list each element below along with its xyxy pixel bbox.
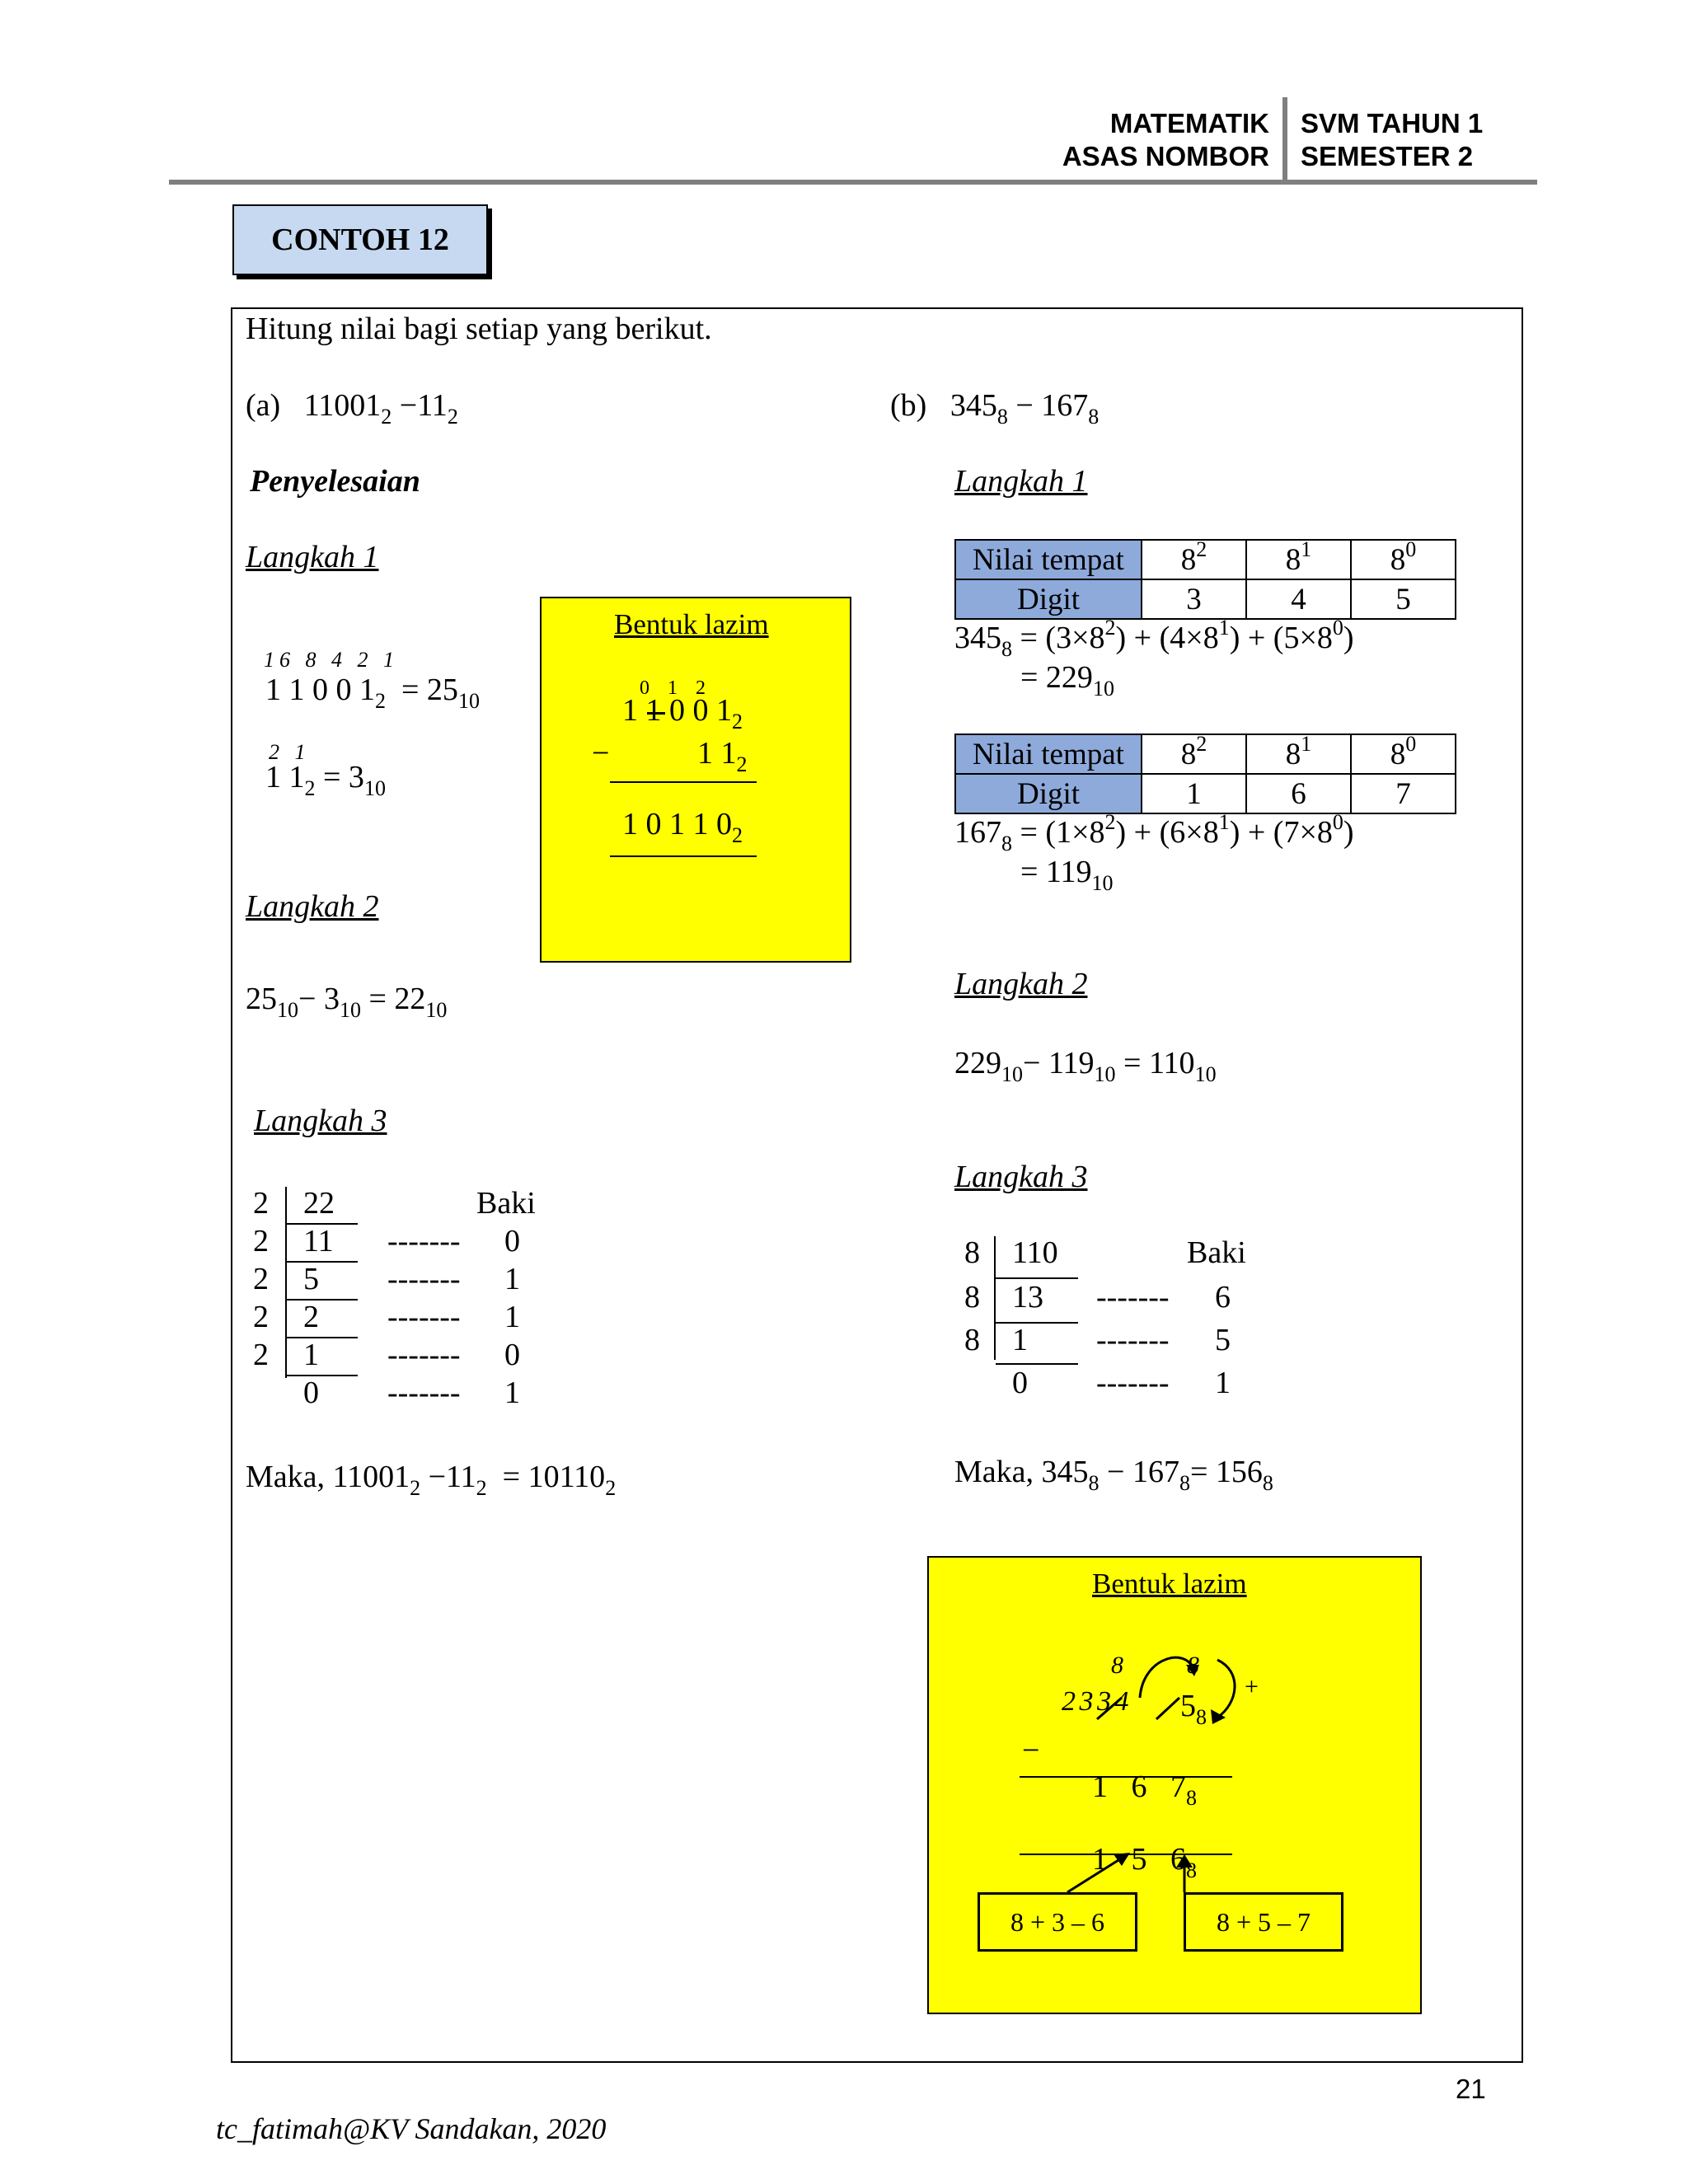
b-expansion-2-result: = $119_{10}$ [1020, 855, 1114, 895]
a-rule-2 [610, 855, 757, 857]
header-topic: ASAS NOMBOR [1062, 141, 1269, 171]
a-conversion2: 1 $1_2 = 3_{10}$ [265, 760, 386, 800]
digit-cell: 7 [1351, 774, 1456, 813]
digit-cell: 6 [1246, 774, 1351, 813]
b-div-divisor: 8 [964, 1280, 980, 1315]
b-calc-box-1: 8 + 3 – 6 [978, 1892, 1137, 1952]
b-div-remainder: 5 [1215, 1323, 1231, 1357]
b-borrow-2: 8 [1187, 1652, 1199, 1679]
solution-label: Penyelesaian [250, 464, 420, 499]
part-a-question: (a) $11001_2 -11_2$ [246, 388, 458, 429]
a-div-quotient: 1 [303, 1338, 319, 1372]
b-plus-sign: + [1245, 1673, 1259, 1700]
header-course: SVM TAHUN 1 [1301, 108, 1484, 138]
a-div-quotient: 5 [303, 1262, 319, 1296]
b-expansion-1: $345_8 = (3\times 8^2) + (4\times 8^1) + (5\times 8^0)$ [954, 616, 1354, 661]
a-div-vline [285, 1187, 287, 1378]
a-div-hline-2 [287, 1261, 358, 1263]
a-step2-eq: $25_{10}- 3_{10} = 22_{10}$ [246, 982, 448, 1022]
a-bentuk-title: Bentuk lazim [614, 608, 769, 640]
header-left [956, 107, 1269, 173]
place-value-cell: $8^0$ [1351, 540, 1456, 579]
digit-cell: 4 [1246, 579, 1351, 619]
place-value-cell: $8^1$ [1246, 540, 1351, 579]
table-row [955, 579, 1456, 619]
row-label: Nilai tempat [955, 540, 1142, 579]
a-weights1: 16 8 4 2 1 [264, 648, 399, 672]
b-place-value-table-2 [954, 733, 1456, 814]
b-minus-sign: − [1022, 1733, 1040, 1768]
a-minus-sign: − [592, 736, 610, 771]
a-bentuk-lazim-box [540, 597, 851, 963]
b-top-last-digit: $5_8$ [1180, 1689, 1207, 1729]
header-subject: MATEMATIK [1109, 108, 1269, 138]
header-semester: SEMESTER 2 [1301, 141, 1474, 171]
footer-credit: tc_fatimah@KV Sandakan, 2020 [216, 2112, 607, 2145]
b-step2-eq: $229_{10}- 119_{10} = 110_{10}$ [954, 1046, 1217, 1086]
place-value-cell: $8^0$ [1351, 734, 1456, 774]
b-calc-box-2: 8 + 5 – 7 [1184, 1892, 1343, 1952]
b-div-divisor: 8 [964, 1235, 980, 1270]
b-step3-title: Langkah 3 [954, 1160, 1088, 1194]
b-div-remainder: 6 [1215, 1280, 1231, 1315]
b-place-value-table-1 [954, 539, 1456, 620]
a-div-quotient: 2 [303, 1300, 319, 1334]
a-weights2: 2 1 [269, 740, 311, 764]
a-div-remainder: 0 [504, 1224, 520, 1258]
b-result-number: 1 5 $6_8$ [1092, 1842, 1197, 1882]
a-div-divisor: 2 [253, 1224, 269, 1258]
table-row [955, 540, 1456, 579]
a-div-remainder: 1 [504, 1262, 520, 1296]
b-div-dash: ------- [1096, 1366, 1170, 1400]
a-conclusion: Maka, $11001_2 -11_2 = 10110_2$ [246, 1460, 617, 1500]
b-div-quotient: 110 [1012, 1235, 1058, 1270]
place-value-cell: $8^1$ [1246, 734, 1351, 774]
row-label: Nilai tempat [955, 734, 1142, 774]
b-div-hline-3 [996, 1363, 1078, 1365]
b-div-quotient: 0 [1012, 1366, 1028, 1400]
header-right [1301, 107, 1483, 173]
a-step3-title: Langkah 3 [254, 1104, 387, 1138]
row-label: Digit [955, 774, 1142, 813]
a-div-quotient: 22 [303, 1186, 335, 1221]
b-borrow-1: 8 [1111, 1652, 1123, 1679]
example-title-box [232, 204, 488, 275]
digit-cell: 5 [1351, 579, 1456, 619]
part-b-question: (b) $345_8 - 167_8$ [890, 388, 1100, 429]
carry-arc-arrow [1217, 1660, 1235, 1718]
row-label: Digit [955, 579, 1142, 619]
a-step2-title: Langkah 2 [246, 889, 379, 924]
a-div-divisor: 2 [253, 1186, 269, 1221]
a-div-quotient: 11 [303, 1224, 334, 1258]
b-div-divisor: 8 [964, 1323, 980, 1357]
table-row [955, 774, 1456, 813]
b-expansion-2: $167_8 = (1\times 8^2) + (6\times 8^1) + (7\times 8^0)$ [954, 810, 1354, 855]
header-rule [169, 180, 1537, 185]
place-value-cell: $8^2$ [1142, 540, 1246, 579]
b-div-vline [994, 1236, 996, 1360]
a-result-number: 1 0 1 1 $0_2$ [622, 807, 743, 847]
a-strike [647, 712, 665, 715]
digit-cell: 3 [1142, 579, 1246, 619]
b-div-hline-2 [996, 1322, 1078, 1324]
a-div-divisor: 2 [253, 1338, 269, 1372]
table-row [955, 734, 1456, 774]
b-crossed-digits: 2 3 3 4 [1062, 1686, 1128, 1717]
a-top-number: 1 1 0 0 $1_2$ [622, 693, 743, 733]
a-baki-label: Baki [476, 1186, 536, 1221]
a-div-dash: ------- [387, 1262, 461, 1296]
a-div-hline-4 [287, 1337, 358, 1338]
b-div-dash: ------- [1096, 1280, 1170, 1315]
example-title: CONTOH 12 [271, 223, 449, 257]
b-step1-title: Langkah 1 [954, 464, 1088, 499]
b-div-dash: ------- [1096, 1323, 1170, 1357]
a-div-divisor: 2 [253, 1262, 269, 1296]
b-div-remainder: 1 [1215, 1366, 1231, 1400]
a-div-dash: ------- [387, 1376, 461, 1410]
b-expansion-1-result: = $229_{10}$ [1020, 660, 1114, 701]
b-baki-label: Baki [1187, 1235, 1246, 1270]
a-div-remainder: 1 [504, 1376, 520, 1410]
b-div-quotient: 13 [1012, 1280, 1043, 1315]
place-value-cell: $8^2$ [1142, 734, 1246, 774]
a-step1-title: Langkah 1 [246, 540, 379, 574]
strike-line-2 [1156, 1698, 1179, 1719]
a-div-divisor: 2 [253, 1300, 269, 1334]
a-bottom-number: 1 $1_2$ [697, 736, 748, 776]
a-div-dash: ------- [387, 1300, 461, 1334]
a-div-hline-3 [287, 1299, 358, 1301]
b-div-quotient: 1 [1012, 1323, 1028, 1357]
a-div-dash: ------- [387, 1338, 461, 1372]
instruction: Hitung nilai bagi setiap yang berikut. [246, 312, 712, 346]
a-div-dash: ------- [387, 1224, 461, 1258]
a-div-quotient: 0 [303, 1376, 319, 1410]
b-bottom-number: 1 6 $7_8$ [1092, 1769, 1197, 1810]
a-borrows: 0 1 2 [640, 677, 712, 699]
a-div-remainder: 1 [504, 1300, 520, 1334]
a-div-hline-5 [287, 1375, 358, 1376]
b-bentuk-title: Bentuk lazim [1092, 1568, 1247, 1600]
b-conclusion: Maka, $345_8 - 167_8= 156_8$ [954, 1455, 1273, 1495]
header-divider [1282, 97, 1287, 183]
digit-cell: 1 [1142, 774, 1246, 813]
a-rule-1 [610, 781, 757, 783]
a-div-remainder: 0 [504, 1338, 520, 1372]
a-conversion1: 1 1 0 0 $1_2 = 25_{10}$ [265, 673, 480, 713]
b-step2-title: Langkah 2 [954, 967, 1088, 1001]
page-number: 21 [1456, 2074, 1486, 2104]
